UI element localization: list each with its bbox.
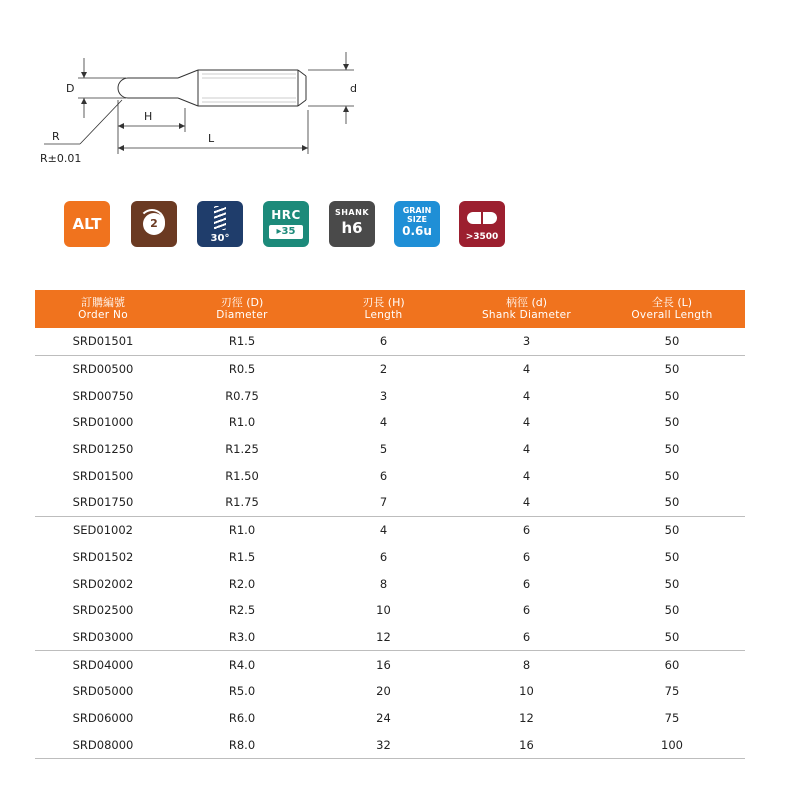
grain-size-badge <box>394 201 440 247</box>
diagram-label-R: R <box>52 130 60 143</box>
table-cell: R4.0 <box>228 657 256 672</box>
diagram-label-H: H <box>144 110 153 123</box>
header-order-no <box>35 290 171 328</box>
table-row <box>35 731 745 758</box>
table-cell: SED01002 <box>72 523 133 538</box>
table-cell: 32 <box>313 731 454 758</box>
table-cell: 6 <box>454 624 599 651</box>
diagram-label-tolerance: R±0.01 <box>40 152 82 165</box>
table-cell: SRD08000 <box>35 731 171 758</box>
table-cell: R1.25 <box>225 442 259 457</box>
hrc-label: HRC <box>271 208 301 222</box>
table-cell: 4 <box>522 415 531 430</box>
header-en: Overall Length <box>631 309 713 321</box>
diagram-label-L: L <box>208 132 215 145</box>
table-cell: SRD03000 <box>35 624 171 651</box>
table-cell: 60 <box>664 657 680 672</box>
table-row <box>35 678 745 705</box>
table-cell: 50 <box>664 362 680 377</box>
table-cell: 50 <box>599 624 745 651</box>
header-overall-length <box>599 290 745 328</box>
table-cell: 50 <box>664 388 680 403</box>
tool-drawing <box>30 40 390 180</box>
table-cell: R1.0 <box>228 415 256 430</box>
table-cell: 6 <box>379 549 388 564</box>
helix-angle-badge <box>197 201 243 247</box>
table-cell: 6 <box>313 328 454 355</box>
table-row <box>35 328 745 355</box>
diagram-label-D: D <box>66 82 75 95</box>
table-cell: 6 <box>522 523 531 538</box>
table-cell: 75 <box>664 710 680 725</box>
table-cell: R1.0 <box>228 523 256 538</box>
table-cell: R1.75 <box>171 489 313 516</box>
hrc-value: ▸35 <box>269 225 303 239</box>
table-cell: 4 <box>379 523 388 538</box>
table-cell: R1.5 <box>228 549 256 564</box>
grain-value: 0.6u <box>402 224 432 238</box>
table-cell: 50 <box>664 468 680 483</box>
table-cell: 75 <box>664 684 680 699</box>
header-en: Shank Diameter <box>481 309 572 321</box>
table-cell: 6 <box>522 549 531 564</box>
table-row <box>35 570 745 597</box>
table-cell: SRD02002 <box>72 576 134 591</box>
table-cell: SRD01501 <box>35 328 171 355</box>
coating-temperature-badge <box>459 201 505 247</box>
table-cell: 50 <box>664 415 680 430</box>
shank-value: h6 <box>341 219 363 237</box>
table-cell: 50 <box>599 328 745 355</box>
table-cell: SRD01000 <box>72 415 134 430</box>
table-cell: 50 <box>664 603 680 618</box>
table-cell: 8 <box>379 576 388 591</box>
table-cell: 3 <box>379 388 388 403</box>
header-zh: 全長 (L) <box>651 296 693 309</box>
table-cell: 50 <box>664 576 680 591</box>
table-cell: 5 <box>379 442 388 457</box>
table-row <box>35 409 745 436</box>
table-row <box>35 651 745 678</box>
table-cell: 4 <box>454 489 599 516</box>
diagram-label-d: d <box>350 82 357 95</box>
table-cell: SRD01750 <box>35 489 171 516</box>
table-cell: 16 <box>376 657 391 672</box>
header-length <box>313 290 454 328</box>
table-body <box>35 328 745 759</box>
grain-size-label: SIZE <box>406 215 427 224</box>
table-cell: 6 <box>522 603 531 618</box>
table-cell: 20 <box>376 684 391 699</box>
table-row <box>35 597 745 624</box>
alt-badge-label: ALT <box>72 215 102 233</box>
table-cell: 7 <box>313 489 454 516</box>
table-cell: 4 <box>522 442 531 457</box>
table-cell: 8 <box>522 657 531 672</box>
shank-tolerance-badge <box>329 201 375 247</box>
table-cell: R1.50 <box>225 468 259 483</box>
table-row <box>35 516 745 543</box>
alt-coating-badge <box>64 201 110 247</box>
table-row <box>35 544 745 571</box>
helix-icon <box>214 206 226 230</box>
table-cell: 6 <box>522 576 531 591</box>
table-cell: SRD00500 <box>72 362 134 377</box>
table-row <box>35 355 745 382</box>
table-cell: R3.0 <box>171 624 313 651</box>
table-row <box>35 489 745 516</box>
coating-temperature-label: >3500 <box>465 232 499 242</box>
table-cell: SRD01250 <box>72 442 134 457</box>
table-cell: 4 <box>522 362 531 377</box>
tool-dimension-diagram <box>30 40 390 180</box>
table-cell: 12 <box>519 710 534 725</box>
table-cell: 50 <box>664 442 680 457</box>
table-row <box>35 436 745 463</box>
table-cell: 4 <box>522 468 531 483</box>
header-zh: 刃徑 (D) <box>220 296 264 309</box>
table-cell: 24 <box>376 710 391 725</box>
table-cell: 4 <box>379 415 388 430</box>
header-zh: 訂購編號 <box>81 296 125 309</box>
table-cell: R0.5 <box>228 362 256 377</box>
table-cell: SRD04000 <box>72 657 134 672</box>
table-cell: SRD00750 <box>72 388 134 403</box>
table-cell: 50 <box>664 549 680 564</box>
table-cell: SRD01500 <box>72 468 134 483</box>
table-cell: 16 <box>454 731 599 758</box>
table-row <box>35 462 745 489</box>
table-cell: R2.0 <box>228 576 256 591</box>
table-cell: 12 <box>313 624 454 651</box>
table-cell: 2 <box>379 362 388 377</box>
table-cell: R0.75 <box>225 388 259 403</box>
header-en: Order No <box>78 309 128 321</box>
table-cell: 4 <box>522 388 531 403</box>
flute-count-label: 2 <box>143 213 165 235</box>
table-cell: 3 <box>454 328 599 355</box>
table-cell: SRD01502 <box>72 549 134 564</box>
spec-table <box>35 290 745 759</box>
hardness-badge <box>263 201 309 247</box>
grain-label: GRAIN <box>402 206 432 215</box>
table-cell: R1.5 <box>171 328 313 355</box>
table-row <box>35 705 745 732</box>
table-cell: 100 <box>599 731 745 758</box>
helix-angle-label: 30° <box>210 233 230 244</box>
shank-label: SHANK <box>334 208 370 217</box>
table-cell: SRD02500 <box>72 603 134 618</box>
header-zh: 柄徑 (d) <box>505 296 548 309</box>
table-cell: 10 <box>376 603 391 618</box>
table-cell: R8.0 <box>171 731 313 758</box>
header-zh: 刃長 (H) <box>362 296 405 309</box>
table-cell: R2.5 <box>228 603 256 618</box>
table-header-row <box>35 290 745 328</box>
table-cell: 10 <box>519 684 534 699</box>
header-en: Diameter <box>216 309 268 321</box>
flute-count-badge <box>131 201 177 247</box>
table-cell: R6.0 <box>228 710 256 725</box>
table-row <box>35 624 745 651</box>
table-cell: SRD06000 <box>72 710 134 725</box>
table-cell: 6 <box>379 468 388 483</box>
header-en: Length <box>364 309 403 321</box>
table-cell: SRD05000 <box>72 684 134 699</box>
capsule-icon <box>467 212 497 224</box>
table-cell: 50 <box>664 523 680 538</box>
table-cell: R5.0 <box>228 684 256 699</box>
table-row <box>35 382 745 409</box>
table-cell: 50 <box>599 489 745 516</box>
header-diameter <box>171 290 313 328</box>
header-shank-diameter <box>454 290 599 328</box>
